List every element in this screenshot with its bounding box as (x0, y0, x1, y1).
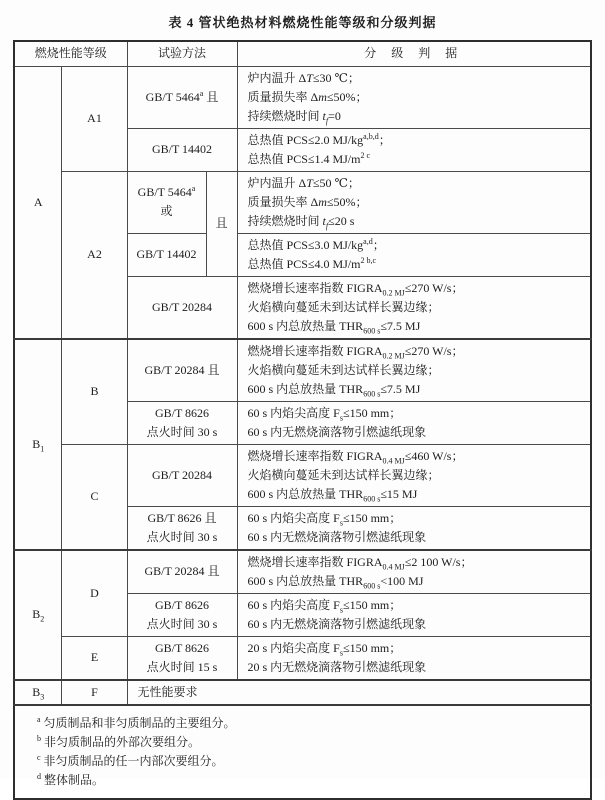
criteria-cell-d-figra: 燃烧增长速率指数 $FIGRA_{0.4 MJ}\le 2$ 100 W/s； 600 s 内总放热量 $THR_{600 s}<100$ MJ (237, 550, 591, 594)
method-cell-gbt20284-d: GB/T 20284 且 (127, 550, 237, 594)
header-row (14, 41, 591, 66)
table-title: 表 4 管状绝热材料燃烧性能等级和分级判据 (168, 15, 437, 30)
column-header-grade: 燃烧性能等级 (14, 41, 127, 66)
method-cell-gbt8626-e: GB/T 8626 点火时间 15 s (127, 636, 237, 680)
method-cell-gbt8626-d: GB/T 8626 点火时间 30 s (127, 593, 237, 636)
column-header-method: 试验方法 (127, 41, 237, 66)
grade-cell-b: B (62, 339, 127, 445)
method-cell-gbt20284-a2: GB/T 20284 (127, 276, 237, 339)
table-row-e (14, 636, 591, 680)
grade-cell-a1: A1 (62, 66, 127, 171)
grade-group-cell-b2: $B_2$ (14, 550, 62, 680)
grade-group-cell-a: A (14, 66, 62, 339)
method-cell-gbt14402-a2: GB/T 14402 (127, 233, 206, 276)
method-cell-gbt8626-b: GB/T 8626 点火时间 30 s (127, 401, 237, 444)
method-cell-gbt20284-b: GB/T 20284 且 (127, 339, 237, 402)
criteria-cell-b-flame: 60 s 内焰尖高度 $F_s\le 150$ mm； 60 s 内无燃烧滴落物引燃滤纸现象 (237, 401, 591, 444)
method-cell-and-connector: 且 (206, 171, 237, 276)
table-row-d-1 (14, 550, 591, 594)
criteria-cell-c-flame: 60 s 内焰尖高度 $F_s\le 150$ mm； 60 s 内无燃烧滴落物引燃滤纸现象 (237, 506, 591, 550)
criteria-cell-e-flame: 20 s 内焰尖高度 $F_s\le 150$ mm； 20 s 内无燃烧滴落物引燃滤纸现象 (237, 636, 591, 680)
table-row-a2-1 (14, 171, 591, 233)
criteria-cell-c-figra: 燃烧增长速率指数 $FIGRA_{0.4 MJ}\le 460$ W/s； 火焰横向蔓延未到达试样长翼边缘； 600 s 内总放热量 $THR_{600 s}\le 15$ MJ (237, 444, 591, 506)
criteria-cell-a1-furnace: 炉内温升 ΔT≤30 ℃； 质量损失率 Δm≤50%； 持续燃烧时间 $t_f=0$ (237, 66, 591, 128)
grade-cell-c: C (62, 444, 127, 550)
footnotes-block: $^a$ 匀质制品和非匀质制品的主要组分。 $^b$ 非匀质制品的外部次要组分。 $^c$ 非匀质制品的任一内部次要组分。 $^d$ 整体制品。 (14, 705, 591, 799)
criteria-cell-d-flame: 60 s 内焰尖高度 $F_s\le 150$ mm； 60 s 内无燃烧滴落物引燃滤纸现象 (237, 593, 591, 636)
grade-cell-f: F (62, 680, 127, 705)
grade-group-cell-b3: $B_3$ (14, 680, 62, 705)
criteria-cell-a2-pcs: 总热值 PCS≤3.0 MJ/kg$^{a,d}$； 总热值 PCS≤4.0 $MJ/m^{2 b,c}$ (237, 233, 591, 276)
column-header-criteria: 分 级 判 据 (237, 41, 591, 66)
method-cell-gbt14402-a1: GB/T 14402 (127, 128, 237, 171)
table-row-f (14, 680, 591, 705)
footnotes-row (14, 705, 591, 799)
grade-cell-a2: A2 (62, 171, 127, 339)
grade-group-cell-b1: $B_1$ (14, 339, 62, 550)
method-cell-gbt20284-c: GB/T 20284 (127, 444, 237, 506)
criteria-cell-a2-furnace: 炉内温升 ΔT≤50 ℃； 质量损失率 Δm≤50%； 持续燃烧时间 $t_f\le 20$ s (237, 171, 591, 233)
table-row-b-1 (14, 339, 591, 402)
criteria-cell-b-figra: 燃烧增长速率指数 $FIGRA_{0.2 MJ}\le 270$ W/s； 火焰横向蔓延未到达试样长翼边缘； 600 s 内总放热量 $THR_{600 s}\le 7.5$ MJ (237, 339, 591, 402)
method-cell-gbt5464-and: GB/T 5464$^a$ 且 (127, 66, 237, 128)
criteria-cell-a1-pcs: 总热值 PCS≤2.0 MJ/kg$^{a,b,d}$； 总热值 PCS≤1.4 $MJ/m^{2 c}$ (237, 128, 591, 171)
method-cell-gbt8626-c: GB/T 8626 且 点火时间 30 s (127, 506, 237, 550)
classification-table (13, 40, 592, 800)
table-row-c-1 (14, 444, 591, 506)
method-cell-gbt5464-or: GB/T 5464$^a$ 或 (127, 171, 206, 233)
grade-cell-d: D (62, 550, 127, 637)
table-row-a1-1 (14, 66, 591, 128)
criteria-cell-f-none: 无性能要求 (127, 680, 591, 705)
grade-cell-e: E (62, 636, 127, 680)
criteria-cell-a2-figra: 燃烧增长速率指数 $FIGRA_{0.2 MJ}\le 270$ W/s； 火焰横向蔓延未到达试样长翼边缘； 600 s 内总放热量 $THR_{600 s}\le 7.5$ MJ (237, 276, 591, 339)
